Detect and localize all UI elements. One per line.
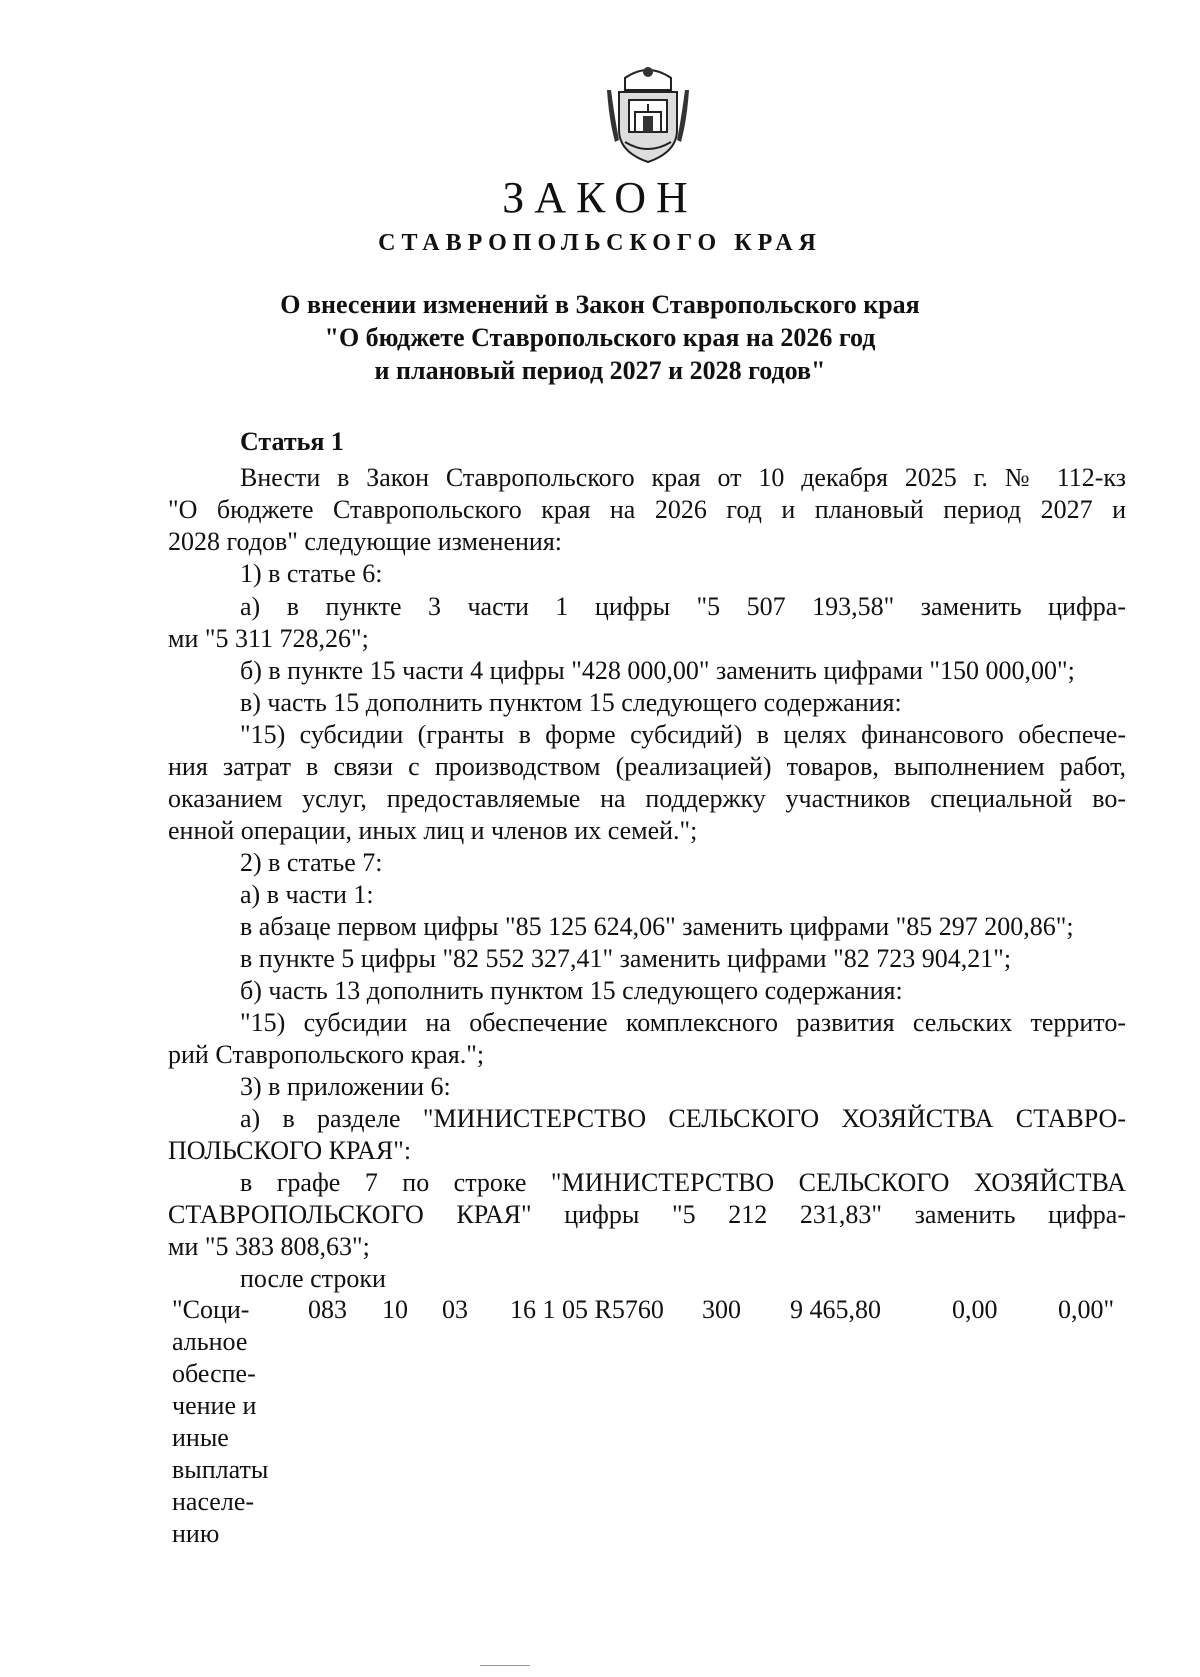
body-line: а) в пункте 3 части 1 цифры "5 507 193,58" заменить цифра- — [240, 592, 1126, 621]
body-line: "15) субсидии (гранты в форме субсидий) в целях финансового обеспече- — [240, 720, 1126, 749]
body-line: оказанием услуг, предоставляемые на поддержку участников специальной во- — [168, 784, 1126, 813]
body-line: 3) в приложении 6: — [240, 1072, 451, 1101]
row-name-line: обеспе- — [172, 1359, 256, 1388]
body-line: рий Ставропольского края."; — [168, 1040, 485, 1069]
region-subtitle: СТАВРОПОЛЬСКОГО КРАЯ — [378, 230, 822, 256]
body-line: а) в разделе "МИНИСТЕРСТВО СЕЛЬСКОГО ХОЗЯЙСТВА СТАВРО- — [240, 1104, 1126, 1133]
heading-line: и плановый период 2027 и 2028 годов" — [374, 356, 826, 385]
body-line: ния затрат в связи с производством (реализацией) товаров, выполнением работ, — [168, 752, 1126, 781]
page-divider — [480, 1665, 530, 1666]
heading-line: "О бюджете Ставропольского края на 2026 год — [324, 323, 876, 352]
body-line: 1) в статье 6: — [240, 559, 383, 588]
row-name-line: иные — [172, 1423, 229, 1452]
body-line: Внести в Закон Ставропольского края от 10 декабря 2025 г. № 112-кз — [240, 463, 1126, 492]
body-line: в абзаце первом цифры "85 125 624,06" заменить цифрами "85 297 200,86"; — [240, 912, 1074, 941]
row-name-line: населе- — [172, 1487, 255, 1516]
body-line: б) часть 13 дополнить пунктом 15 следующего содержания: — [240, 976, 903, 1005]
body-line: ми "5 311 728,26"; — [168, 624, 369, 653]
body-line: в) часть 15 дополнить пунктом 15 следующего содержания: — [240, 688, 902, 717]
row-name-line: выплаты — [172, 1455, 269, 1484]
section-cell: 10 — [382, 1295, 408, 1324]
subsection-cell: 03 — [442, 1295, 468, 1324]
article-title: Статья 1 — [240, 427, 344, 456]
body-line: СТАВРОПОЛЬСКОГО КРАЯ" цифры "5 212 231,83" заменить цифра- — [168, 1200, 1126, 1229]
row-name-line: альное — [172, 1327, 248, 1356]
body-line: енной операции, иных лиц и членов их семей."; — [168, 816, 698, 845]
body-line: а) в части 1: — [240, 880, 374, 909]
body-line: "О бюджете Ставропольского края на 2026 год и плановый период 2027 и — [168, 495, 1126, 524]
expense-type-cell: 300 — [702, 1295, 741, 1324]
law-title: ЗАКОН — [502, 173, 698, 222]
body-line: 2028 годов" следующие изменения: — [168, 527, 562, 556]
amount-2028-cell: 0,00" — [1058, 1295, 1115, 1324]
body-line: ми "5 383 808,63"; — [168, 1232, 370, 1261]
row-name-line: "Соци- — [172, 1295, 250, 1324]
amount-2027-cell: 0,00 — [952, 1295, 998, 1324]
body-line: в графе 7 по строке "МИНИСТЕРСТВО СЕЛЬСКОГО ХОЗЯЙСТВА — [240, 1168, 1126, 1197]
heading-line: О внесении изменений в Закон Ставропольского края — [280, 290, 920, 319]
row-name-line: чение и — [172, 1391, 257, 1420]
row-name-cell — [172, 1294, 268, 1550]
ministry-code-cell: 083 — [308, 1295, 347, 1324]
target-code-cell: 16 1 05 R5760 — [510, 1295, 664, 1324]
body-line: в пункте 5 цифры "82 552 327,41" заменить цифрами "82 723 904,21"; — [240, 944, 1012, 973]
coat-of-arms-icon — [605, 60, 691, 164]
body-line: б) в пункте 15 части 4 цифры "428 000,00" заменить цифрами "150 000,00"; — [240, 656, 1075, 685]
amount-2026-cell: 9 465,80 — [790, 1295, 881, 1324]
body-line: 2) в статье 7: — [240, 848, 383, 877]
document-heading — [0, 288, 1200, 387]
body-line: после строки — [240, 1264, 386, 1293]
body-line: "15) субсидии на обеспечение комплексного развития сельских террито- — [240, 1008, 1126, 1037]
body-line: ПОЛЬСКОГО КРАЯ": — [168, 1136, 412, 1165]
row-name-line: нию — [172, 1519, 220, 1548]
